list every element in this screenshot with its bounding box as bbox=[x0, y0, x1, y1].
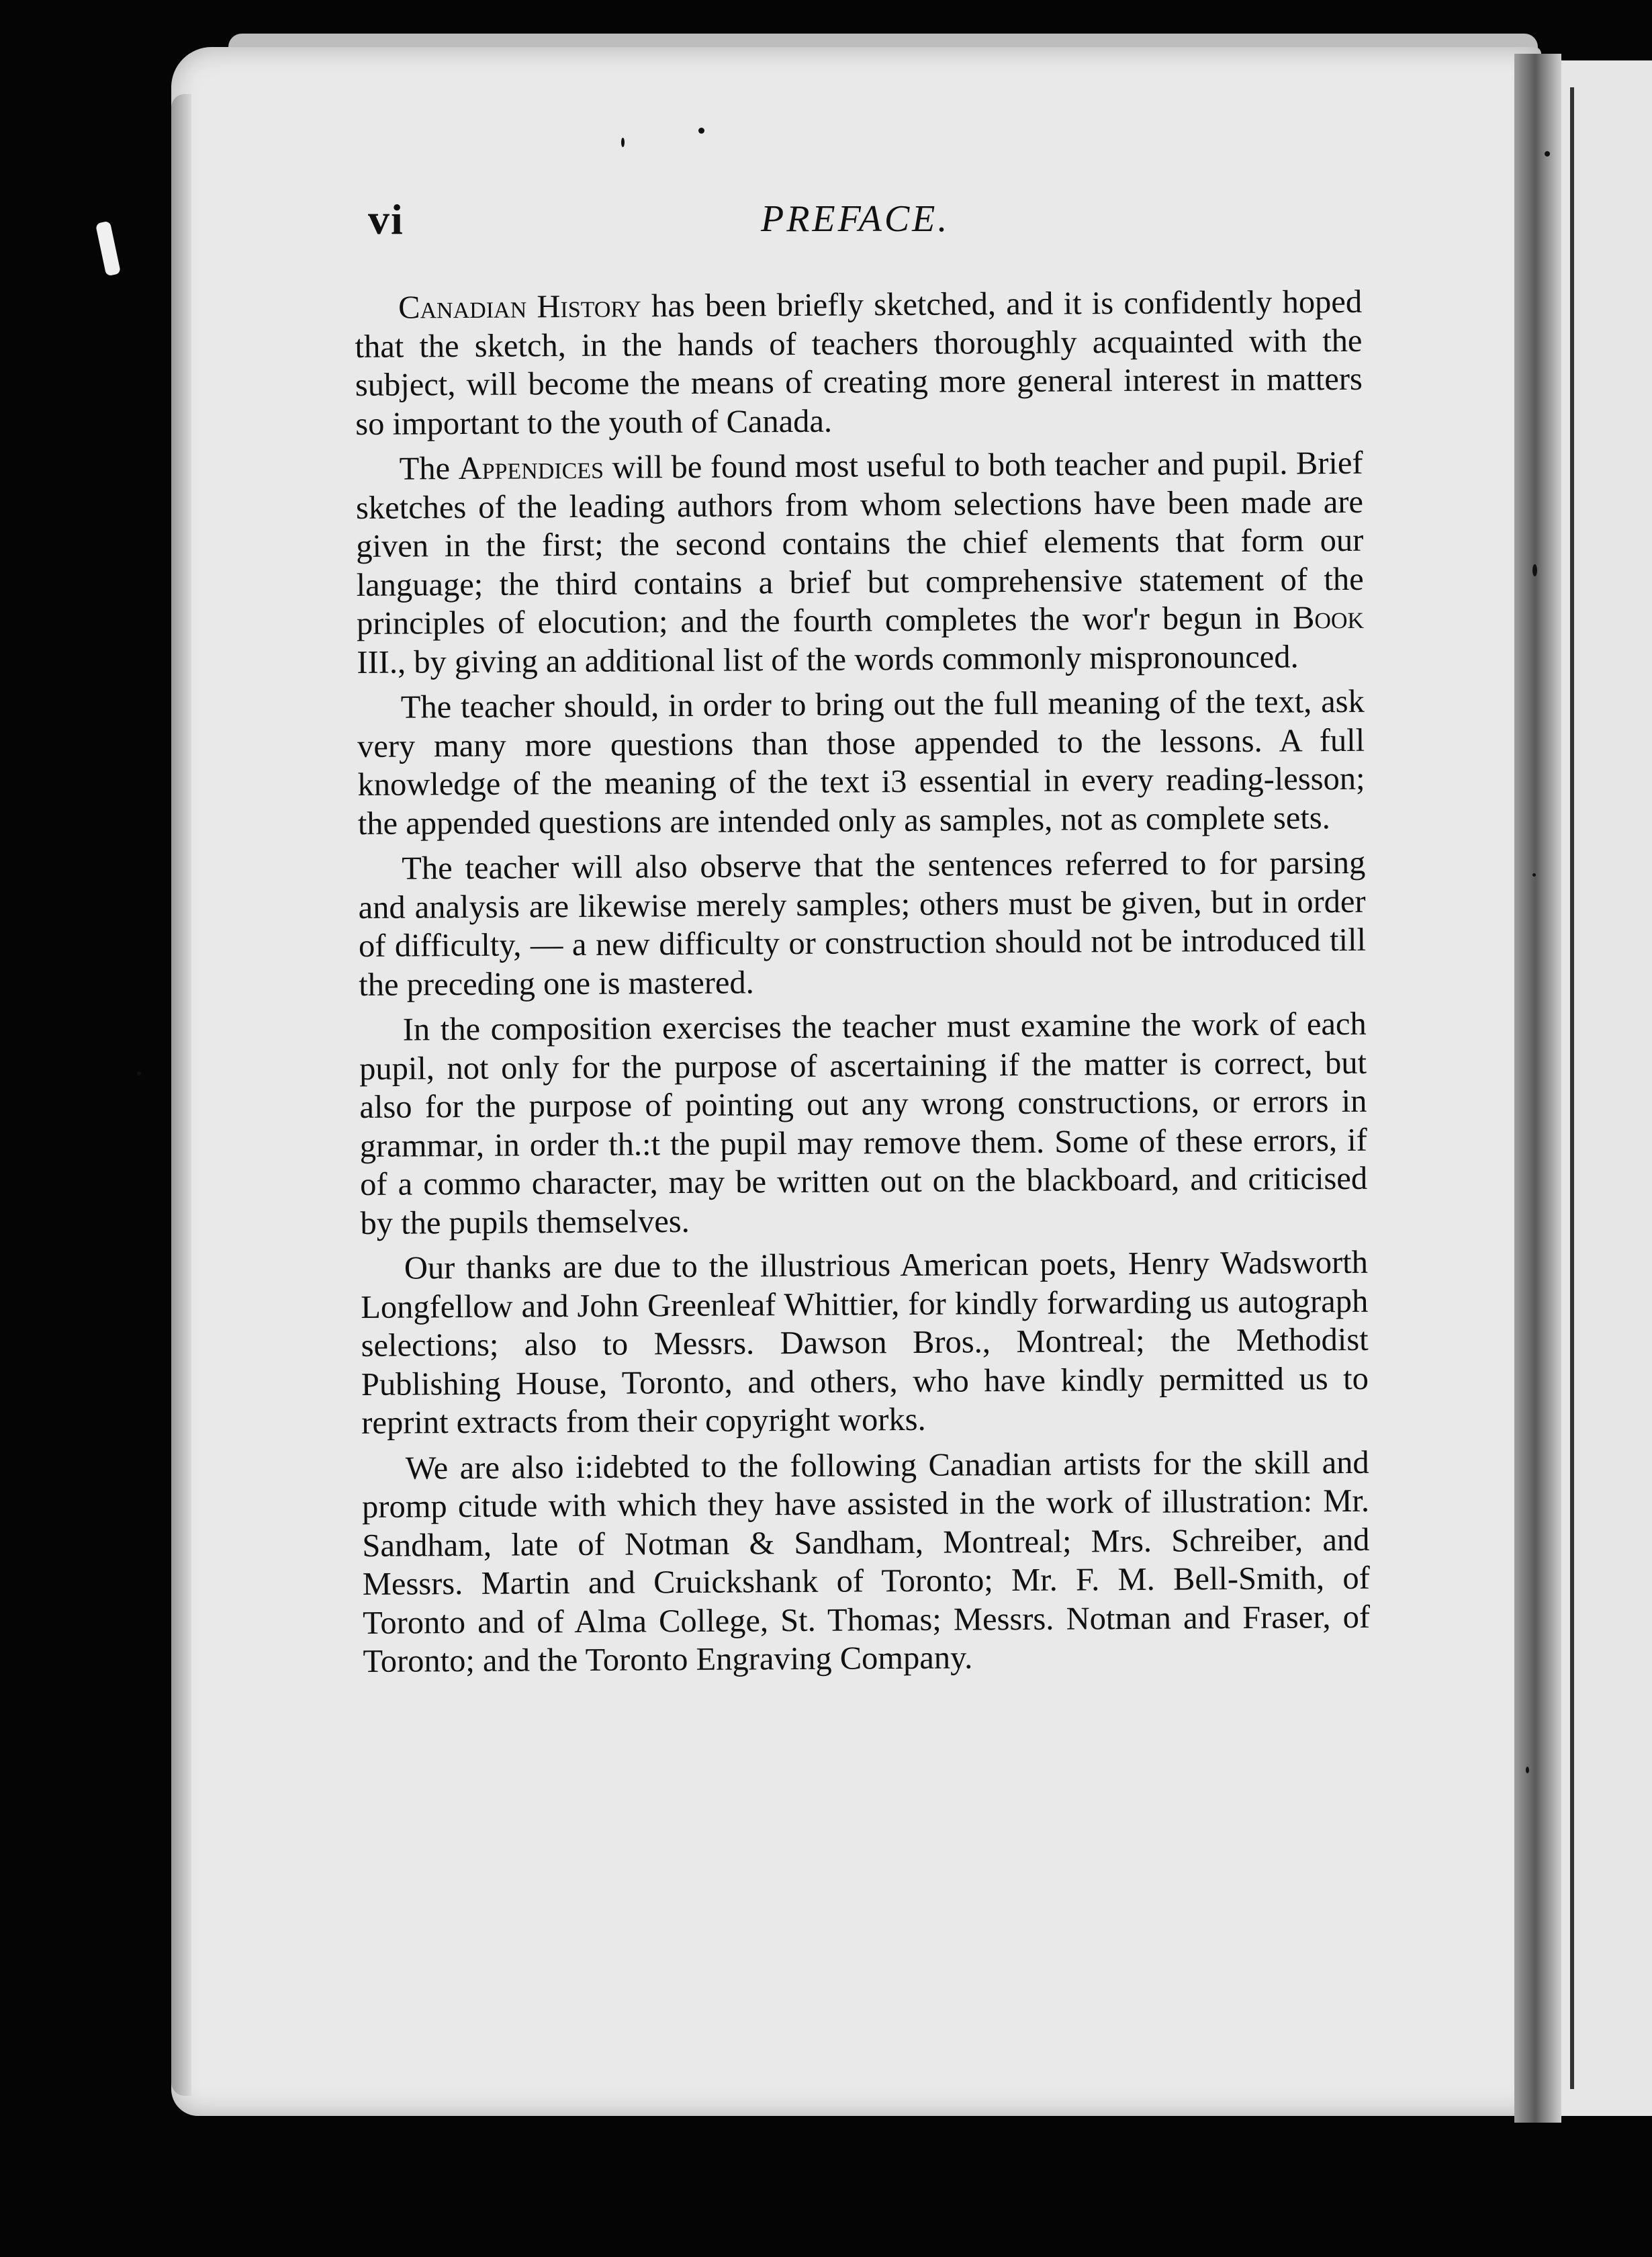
ink-speck bbox=[698, 128, 704, 134]
paragraph-composition: In the composition exercises the teacher must examine the work of each pupil, not only for the purpose of ascertaining if the matter is correct, but also for the purpose of pointing out any wrong constructions, or errors in grammar, in order th.:t the pupil may remove them. Some of these errors, if of a commo character, may be written out on the blackboard, and criticised by the pupils themselves. bbox=[359, 1006, 1368, 1241]
running-head bbox=[368, 195, 1375, 255]
ink-speck bbox=[1532, 873, 1536, 877]
ink-speck bbox=[1545, 151, 1550, 157]
paragraph-text: has been briefly sketched, and it is confidently hoped that the sketch, in the hands of teachers thoroughly acquainted with the subject, will become the means of creating more general interest in matters so important to the youth of Canada. bbox=[355, 283, 1363, 442]
ink-speck bbox=[1526, 1767, 1529, 1773]
page-left-edge bbox=[171, 94, 191, 2096]
page-number: vi bbox=[368, 195, 404, 243]
paragraph-text: III., by giving an additional list of the words commonly mispronounced. bbox=[357, 638, 1299, 680]
section-term: Canadian History bbox=[398, 288, 641, 326]
preface-body bbox=[355, 283, 1371, 1688]
paragraph-artists: We are also i:idebted to the following Canadian artists for the skill and promp citude with which they have assisted in the work of illustration: Mr. Sandham, late of Notman & Sandham, Montreal; Mrs. Schreiber, and Messrs. Martin and Cruickshank of Toronto; Mr. F. M. Bell-Smith, of Toronto and of Alma College, St. Thomas; Messrs. Notman and Fraser, of Toronto; and the Toronto Engraving Company. bbox=[361, 1444, 1371, 1679]
book-gutter bbox=[1514, 54, 1561, 2123]
paragraph-appendices bbox=[355, 444, 1364, 682]
section-term: Appendices bbox=[458, 449, 604, 487]
page-title: PREFACE. bbox=[761, 198, 950, 240]
paragraph-canadian-history bbox=[355, 283, 1363, 443]
ink-speck bbox=[1532, 564, 1537, 576]
paragraph-thanks: Our thanks are due to the illustrious American poets, Henry Wadsworth Longfellow and John Greenleaf Whittier, for kindly forwarding us autograph selections; also to Messrs. Dawson Bros., Montreal; the Methodist Publishing House, Toronto, and others, who have kindly permitted us to reprint extracts from their copyright works. bbox=[361, 1244, 1369, 1441]
ink-speck bbox=[621, 138, 625, 147]
book-reference: Book bbox=[1292, 599, 1365, 636]
paragraph-questions: The teacher should, in order to bring out the full meaning of the text, ask very many more questions than those appended to the lessons. A full knowledge of the meaning of the text i3 essential in every reading-lesson; the appended questions are intended only as samples, not as complete sets. bbox=[357, 683, 1365, 842]
ink-speck bbox=[137, 1071, 141, 1075]
paragraph-text: will be found most useful to both teacher and pupil. Brief sketches of the leading authors from whom selections have been made are given in the first; the second contains the chief elements that form our language; the third contains a brief but comprehensive statement of the principles of elocution; and the fourth completes the wor'r begun in bbox=[355, 445, 1364, 641]
scan-artifact bbox=[95, 221, 121, 277]
paragraph-text: The bbox=[399, 451, 459, 487]
paragraph-parsing: The teacher will also observe that the sentences referred to for parsing and analysis are likewise merely samples; others must be given, but in order of difficulty, — a new difficulty or construction should not be introduced till the preceding one is mastered. bbox=[358, 844, 1367, 1003]
gutter-line bbox=[1570, 87, 1574, 2089]
